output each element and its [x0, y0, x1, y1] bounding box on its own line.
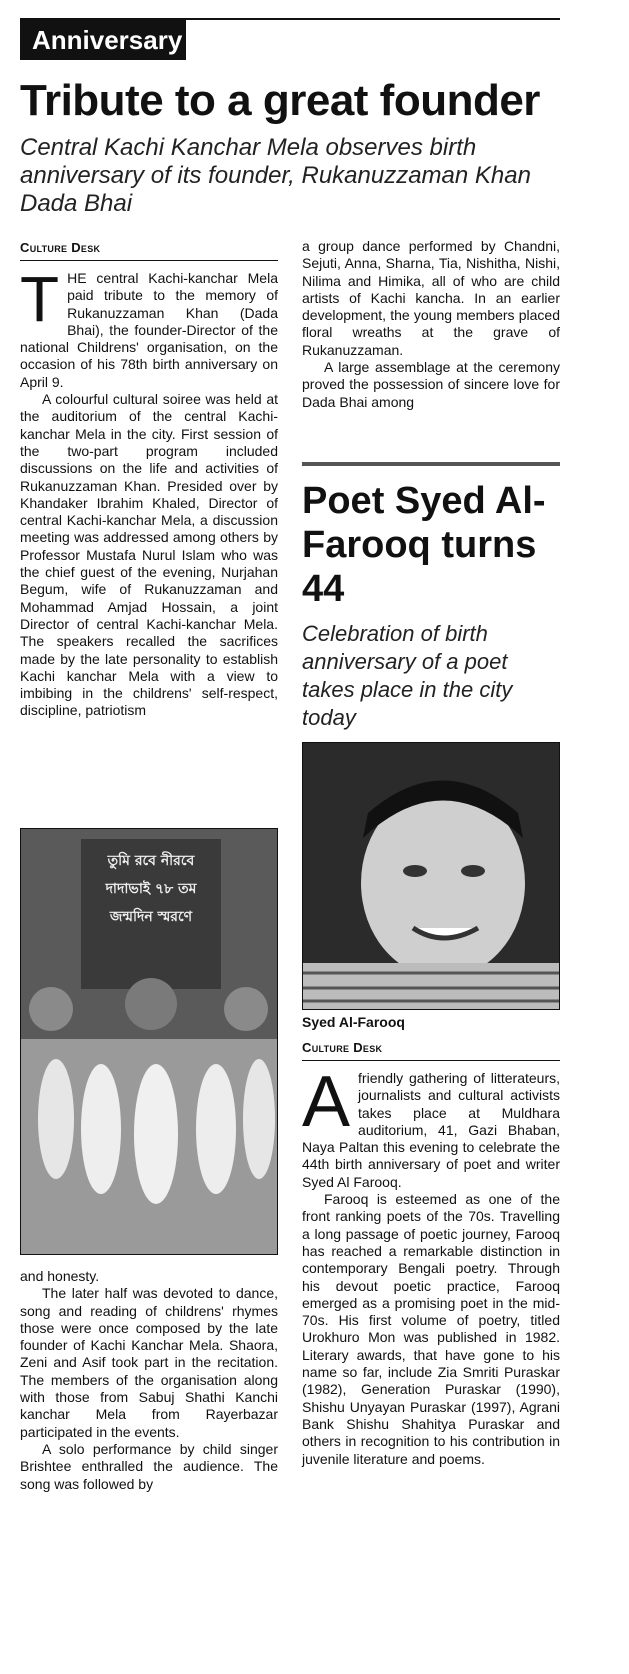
story-divider [302, 462, 560, 466]
story1-para2-cont: and honesty. [20, 1268, 100, 1284]
story2-para2: Farooq is esteemed as one of the front ranking poets of the 70s. Travelling a long passage of poetic journey, Farooq has reached a remarkable distinction in contemporary Bengali poetry. Through his devout poetic practice, Farooq emerged as a promising poet in the mid-70s. His first volume of poetry, titled Urokhuro Mon was published in 1982. Literary awards, that have gone to his name so far, include Zia Smriti Puraskar (1982), Generation Puraskar (1990), Shishu Unyayan Puraskar (1997), Agrani Bank Shishu Shahitya Puraskar and others in recognition to his contribution in juvenile literature and poems. [302, 1191, 560, 1467]
dropcap: T [20, 263, 60, 335]
poet-portrait-illustration [303, 743, 559, 1009]
section-tag: Anniversary [20, 20, 186, 60]
story1-column-top [20, 263, 278, 720]
poet-portrait [302, 742, 560, 1010]
story2-headline: Poet Syed Al-Farooq turns 44 [302, 480, 546, 610]
story1-column-right [302, 238, 560, 411]
story1-para5: A large assemblage at the ceremony proved the possession of sincere love for Dada Bhai among [302, 359, 560, 410]
byline-rule-2 [302, 1060, 560, 1061]
story1-byline: Culture Desk [20, 240, 101, 255]
story1-para4-cont: a group dance performed by Chandni, Sejuti, Anna, Sharna, Tia, Nishitha, Nishi, Nilima and Himika, all of who are child artists of Kachi kancha. In an earlier development, the young members placed floral wreaths at the grave of Rukanuzzaman. [302, 238, 560, 358]
story1-para1: HE central Kachi-kanchar Mela paid tribute to the memory of Rukanuzzaman Khan (Dada Bhai), the founder-Director of the national Childrens' organisation, on the occasion of his 78th birth anniversary on April 9. [20, 270, 278, 390]
story1-column-bottom [20, 1268, 278, 1493]
event-photo [20, 828, 278, 1255]
story2-para1: friendly gathering of litterateurs, journalists and cultural activists takes place at Muldhara auditorium, 41, Gazi Bhaban, Naya Paltan this evening to celebrate the 44th birth anniversary of poet and writer Syed Al Farooq. [302, 1070, 560, 1190]
portrait-caption: Syed Al-Farooq [302, 1014, 405, 1030]
story2-deck: Celebration of birth anniversary of a poet takes place in the city today [302, 621, 513, 730]
story2-column [302, 1062, 560, 1468]
story1-deck: Central Kachi Kanchar Mela observes birth anniversary of its founder, Rukanuzzaman Khan Dada Bhai [20, 134, 531, 217]
byline-rule [20, 260, 278, 261]
dropcap-2: A [302, 1062, 351, 1142]
story1-headline: Tribute to a great founder [20, 76, 540, 125]
story2-byline: Culture Desk [302, 1040, 383, 1055]
story1-para4: A solo performance by child singer Brishtee enthralled the audience. The song was followed by [20, 1440, 278, 1492]
story1-para3: The later half was devoted to dance, song and reading of childrens' rhymes those were once composed by the late founder of Kachi Kanchar Mela. Shaora, Zeni and Asif took part in the recitation. The members of the organisation along with those from Sabuj Shathi Kanchi kanchar Mela from Rayerbazar participated in the events. [20, 1285, 278, 1440]
banner-text: তুমি রবে নীরবে দাদাভাই ৭৮ তম জন্মদিন স্মরণে [105, 853, 197, 925]
story1-para2: A colourful cultural soiree was held at the auditorium of the central Kachi-kanchar Mela in the city. First session of the two-part program included discussions on the life and activities of Rukanuzzaman Khan. Presided over by Khandaker Ibrahim Khaled, Director of central Kachi-kanchar Mela, a discussion meeting was addressed among others by Professor Mustafa Nurul Islam who was the chief guest of the evening, Nurjahan Begum, wife of Rukanuzzaman and Mohammad Amjad Hossain, a joint Director of central Kachi-kanchar Mela. The speakers recalled the sacrifices made by the late personality to establish Kachi kanchar Mela with a view to imbibing in the childrens' self-respect, discipline, patriotism [20, 391, 278, 719]
